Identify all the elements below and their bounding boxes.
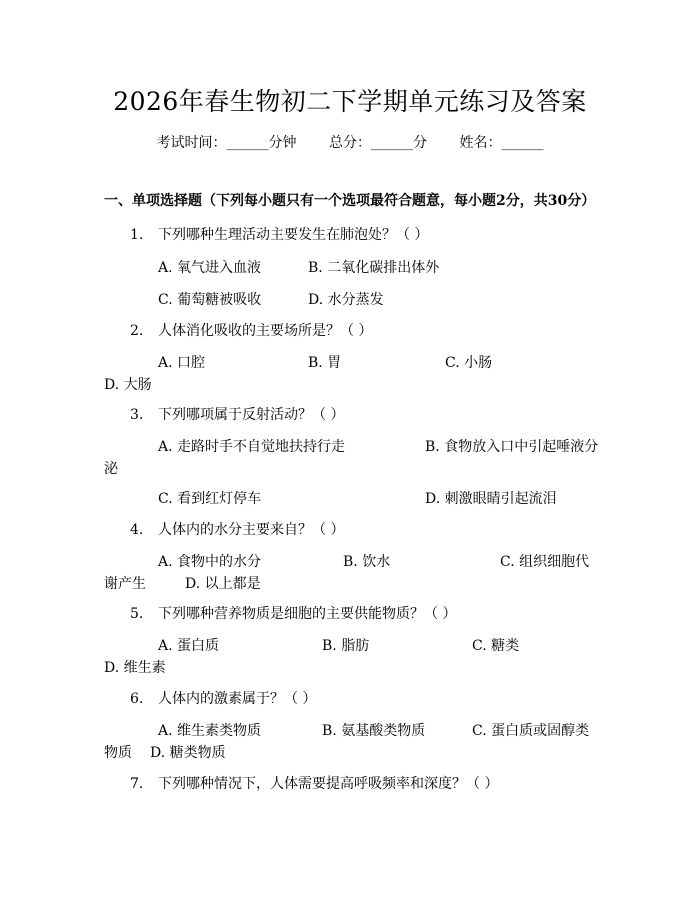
option-5b: B. 脂肪 bbox=[322, 638, 370, 654]
student-name-field: 姓名：______ bbox=[459, 135, 544, 151]
option-3d: D. 刺激眼睛引起流泪 bbox=[425, 491, 557, 507]
question-3 bbox=[130, 404, 344, 424]
question-6 bbox=[130, 688, 316, 708]
question-number: 7. bbox=[130, 776, 144, 792]
question-number: 6. bbox=[130, 691, 144, 707]
option-4b: B. 饮水 bbox=[343, 554, 391, 570]
question-text: 人体内的水分主要来自？（ ） bbox=[158, 522, 345, 538]
page-title: 2026年春生物初二下学期单元练习及答案 bbox=[113, 87, 587, 116]
question-text: 下列哪种情况下，人体需要提高呼吸频率和深度？（ ） bbox=[158, 776, 499, 792]
option-5a: A. 蛋白质 bbox=[158, 638, 220, 654]
question-text: 人体消化吸收的主要场所是？（ ） bbox=[158, 323, 373, 339]
option-4c: C. 组织细胞代 bbox=[500, 554, 590, 570]
question-text: 人体内的激素属于？（ ） bbox=[158, 691, 317, 707]
exam-meta bbox=[0, 132, 700, 152]
question-5 bbox=[130, 603, 456, 623]
option-3b-wrap: 泌 bbox=[104, 461, 118, 477]
option-6c-wrap: 物质 bbox=[104, 745, 132, 761]
option-3b: B. 食物放入口中引起唾液分 bbox=[425, 439, 599, 455]
option-1c: C. 葡萄糖被吸收 bbox=[158, 292, 262, 308]
option-3c: C. 看到红灯停车 bbox=[158, 491, 262, 507]
question-number: 1. bbox=[130, 227, 144, 243]
option-6d: D. 糖类物质 bbox=[150, 745, 226, 761]
option-2c: C. 小肠 bbox=[445, 355, 493, 371]
question-number: 2. bbox=[130, 323, 144, 339]
option-6c: C. 蛋白质或固醇类 bbox=[472, 723, 590, 739]
option-1d: D. 水分蒸发 bbox=[308, 292, 384, 308]
option-4a: A. 食物中的水分 bbox=[158, 554, 262, 570]
exam-time-field: 考试时间：______分钟 bbox=[156, 135, 297, 151]
option-4c-wrap: 谢产生 bbox=[104, 576, 146, 592]
option-6b: B. 氨基酸类物质 bbox=[322, 723, 426, 739]
question-text: 下列哪种生理活动主要发生在肺泡处？（ ） bbox=[158, 227, 429, 243]
question-number: 5. bbox=[130, 606, 144, 622]
option-4d: D. 以上都是 bbox=[185, 576, 261, 592]
option-2d: D. 大肠 bbox=[104, 377, 152, 393]
question-4 bbox=[130, 519, 344, 539]
question-1 bbox=[130, 224, 428, 244]
option-5d: D. 维生素 bbox=[104, 660, 166, 676]
option-2a: A. 口腔 bbox=[158, 355, 206, 371]
option-5c: C. 糖类 bbox=[472, 638, 520, 654]
question-number: 3. bbox=[130, 407, 144, 423]
option-2b: B. 胃 bbox=[308, 355, 342, 371]
question-2 bbox=[130, 320, 372, 340]
total-score-field: 总分：______分 bbox=[329, 135, 427, 151]
option-3a: A. 走路时手不自觉地扶持行走 bbox=[158, 439, 346, 455]
option-1a: A. 氧气进入血液 bbox=[158, 260, 262, 276]
question-text: 下列哪种营养物质是细胞的主要供能物质？（ ） bbox=[158, 606, 457, 622]
question-number: 4. bbox=[130, 522, 144, 538]
question-text: 下列哪项属于反射活动？（ ） bbox=[158, 407, 345, 423]
option-6a: A. 维生素类物质 bbox=[158, 723, 262, 739]
section-heading-single-choice: 一、单项选择题（下列每小题只有一个选项最符合题意，每小题2分，共30分） bbox=[104, 193, 596, 209]
option-1b: B. 二氧化碳排出体外 bbox=[308, 260, 440, 276]
question-7 bbox=[130, 773, 498, 793]
